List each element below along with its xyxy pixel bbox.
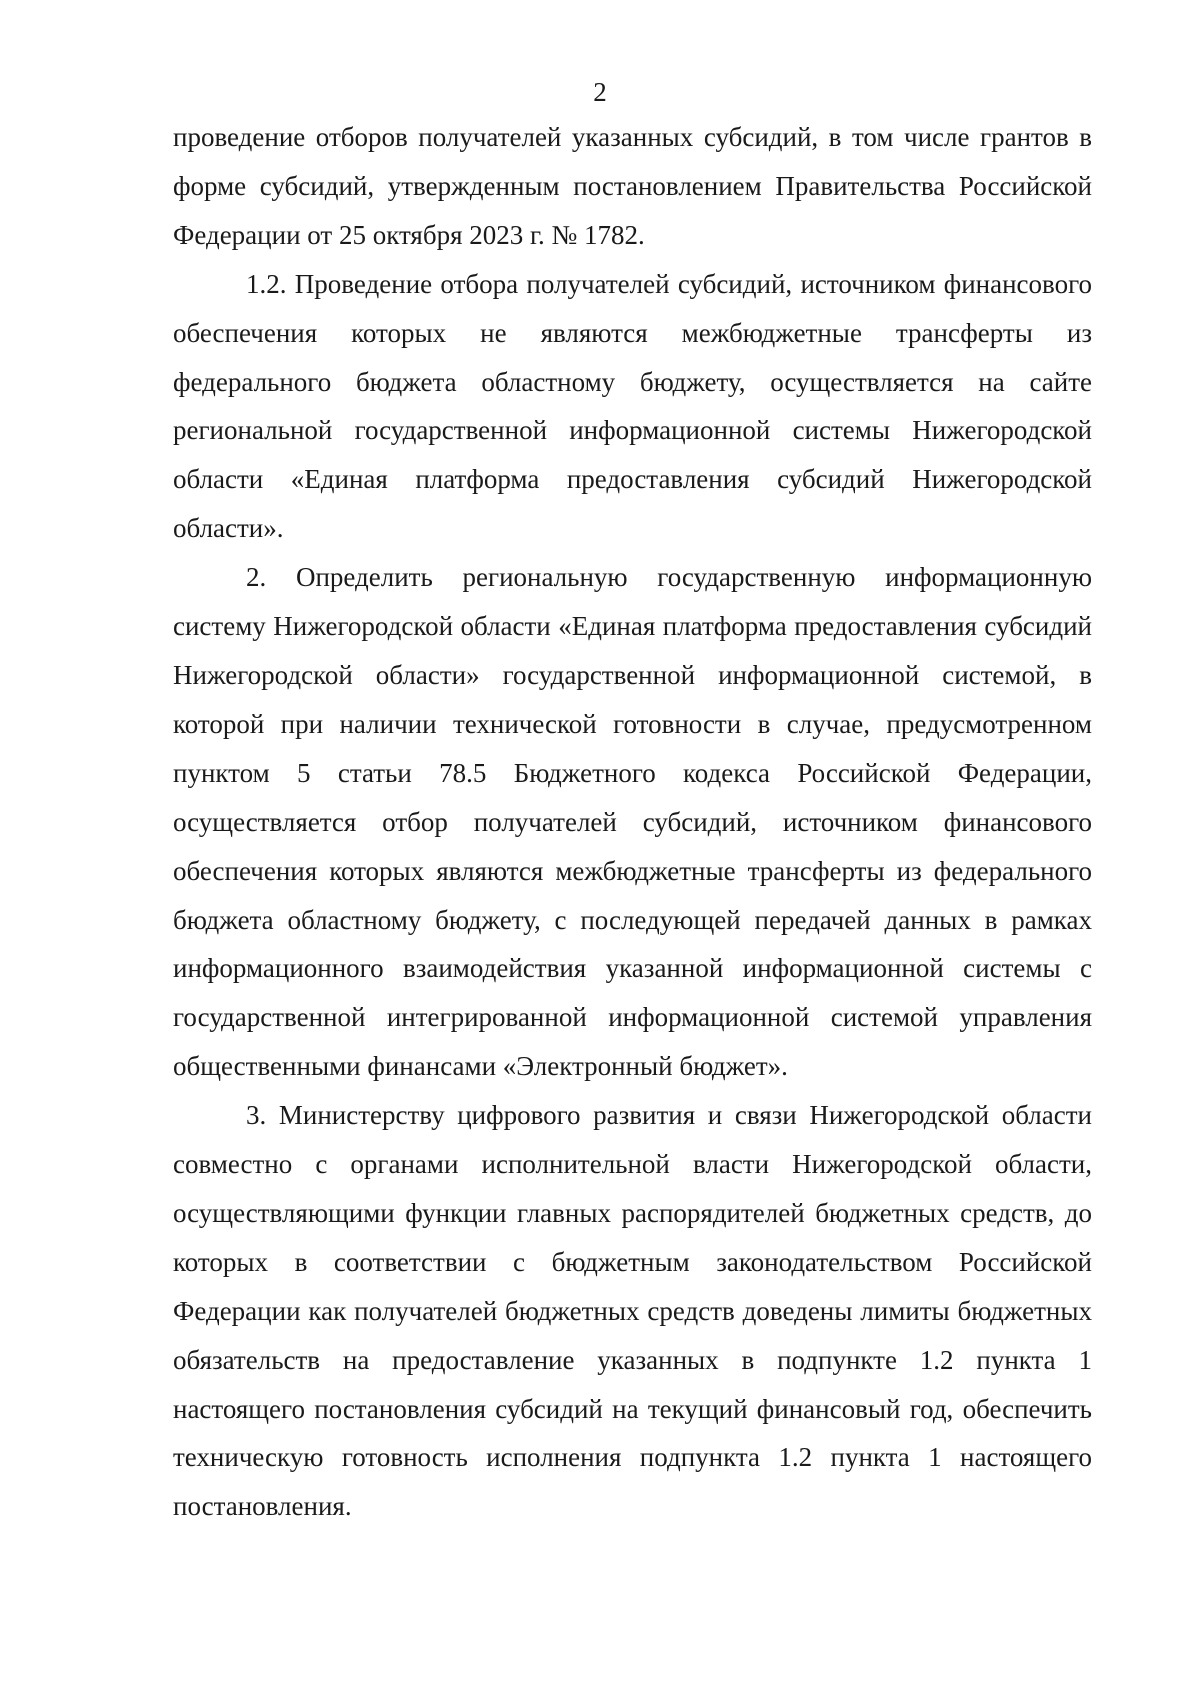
paragraph-continuation: проведение отборов получателей указанных субсидий, в том числе грантов в форме субсидий, утвержденным постановлением Правительства Российской Федерации от 25 октября 2023 г. № 1782. [173, 122, 1092, 250]
paragraph-item-1-2: 1.2. Проведение отбора получателей субсидий, источником финансового обеспечения которых не являются межбюджетные трансферты из федерального бюджета областному бюджету, осуществляется на сайте региональной государственной информационной системы Нижегородской области «Единая платформа предоставления субсидий Нижегородской области». [173, 268, 1092, 544]
paragraph-item-3: 3. Министерству цифрового развития и связи Нижегородской области совместно с органами исполнительной власти Нижегородской области, осуществляющими функции главных распорядителей бюджетных средств, до которых в соответствии с бюджетным законодательством Российской Федерации как получателей бюджетных средств доведены лимиты бюджетных обязательств на предоставление указанных в подпункте 1.2 пункта 1 настоящего постановления субсидий на текущий финансовый год, обеспечить техническую готовность исполнения подпункта 1.2 пункта 1 настоящего постановления. [173, 1100, 1092, 1522]
document-body [173, 113, 1092, 1531]
paragraph-item-2: 2. Определить региональную государственную информационную систему Нижегородской области «Единая платформа предоставления субсидий Нижегородской области» государственной информационной системой, в которой при наличии технической готовности в случае, предусмотренном пунктом 5 статьи 78.5 Бюджетного кодекса Российской Федерации, осуществляется отбор получателей субсидий, источником финансового обеспечения которых являются межбюджетные трансферты из федерального бюджета областному бюджету, с последующей передачей данных в рамках информационного взаимодействия указанной информационной системы с государственной интегрированной информационной системой управления общественными финансами «Электронный бюджет». [173, 562, 1092, 1082]
page-number: 2 [593, 77, 607, 107]
